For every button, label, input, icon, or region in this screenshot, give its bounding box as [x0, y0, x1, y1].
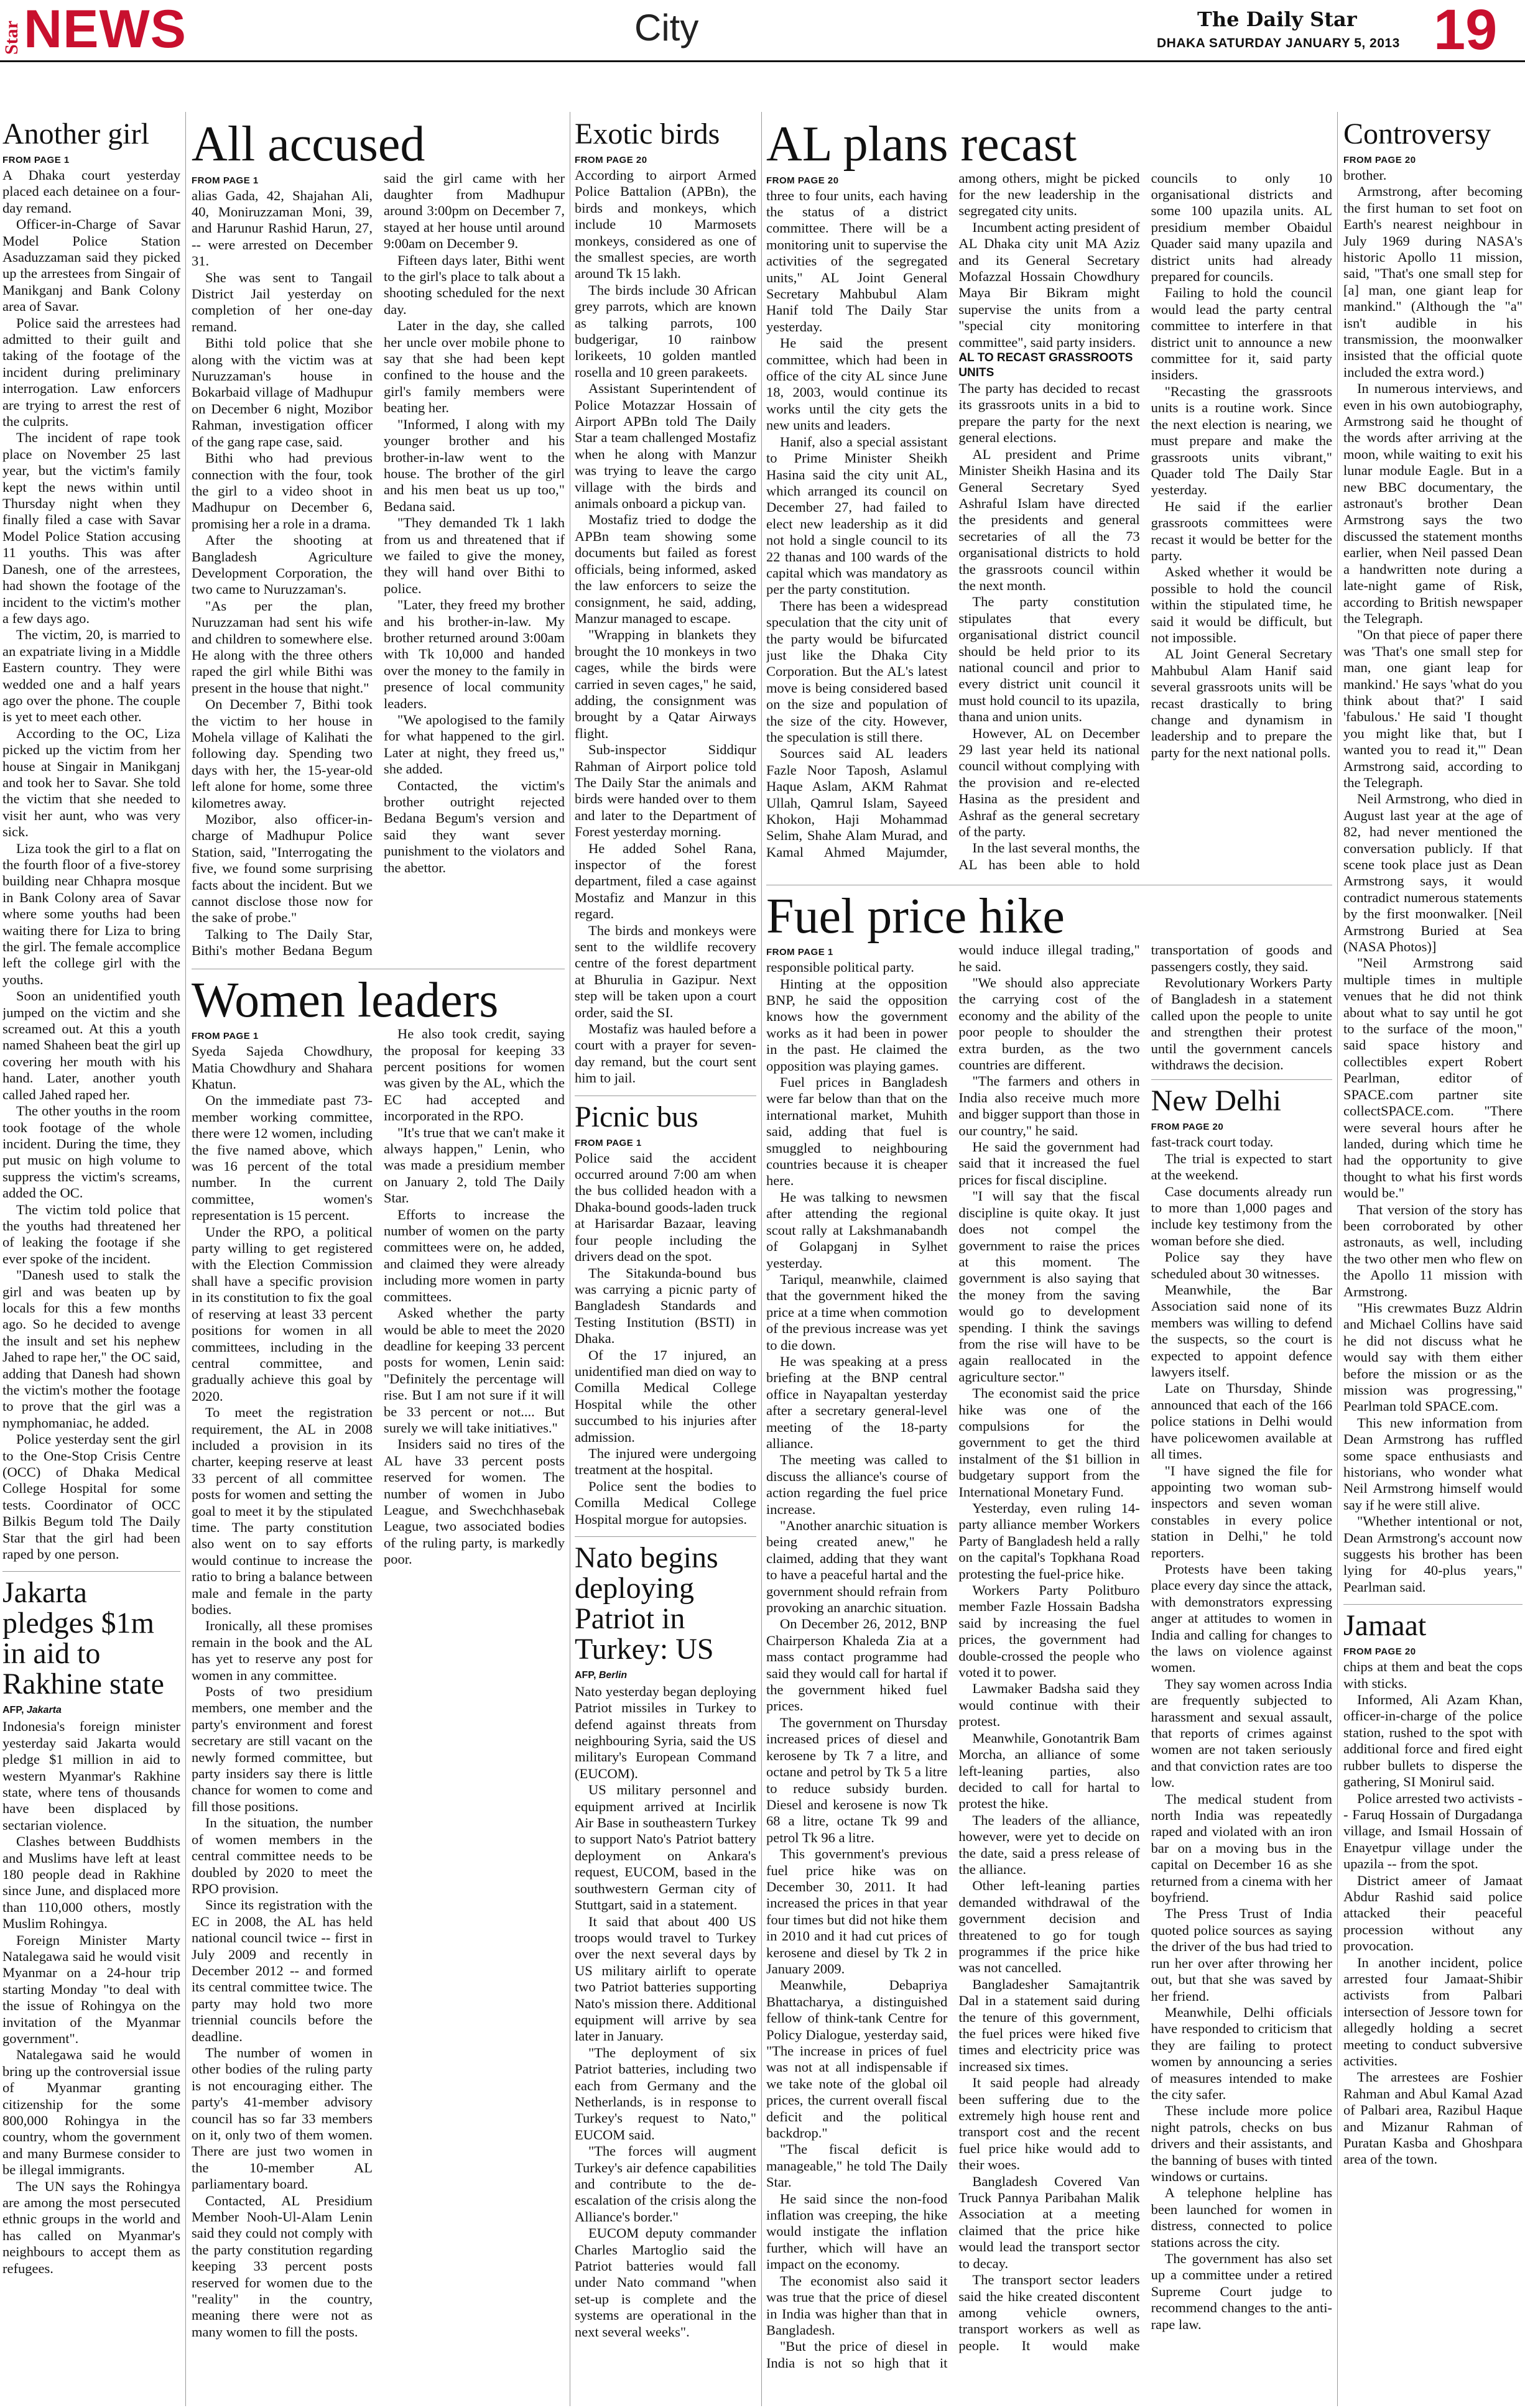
agency: AFP,	[2, 1705, 24, 1716]
headline: Fuel price hike	[766, 888, 1065, 944]
paragraph: "They demanded Tk 1 lakh from us and threatened that if we failed to give the money, they will hand over Bithi to police.	[384, 515, 565, 596]
paragraph: According to the OC, Liza picked up the victim from her house at Singair in Manikganj and took her to Savar. She told the victim that she needed to visit her aunt, who was very sick.	[2, 725, 180, 840]
paragraph: To meet the registration requirement, the AL in 2008 included a provision in its charter, keeping reserve at least 33 percent of all committee posts for women and setting the goal to meet it by the stipulated time. The party constitution also went on to say efforts would continue to increase the ratio to bring a balance between male and female in the party bodies.	[192, 1405, 373, 1617]
paragraph: Incumbent acting president of AL Dhaka city unit MA Aziz and its General Secretary Mofazzal Hossain Chowdhury Maya Bir Bikram might supervise the units from a "special city monitoring committee", said party insiders.	[958, 219, 1140, 350]
paragraph: He said the government had said that it increased the fuel prices for fiscal discipline.	[958, 1139, 1140, 1188]
paragraph: The leaders of the alliance, however, were yet to decide on the date, said a press release of the alliance.	[958, 1812, 1140, 1877]
story-another-girl	[2, 119, 180, 1562]
story-columns	[766, 942, 1332, 2378]
paragraph: He was speaking at a press briefing at the BNP central office in Nayapaltan yesterday after a secretary general-level meeting of the 18-party alliance.	[766, 1353, 948, 1451]
paragraph: Officer-in-Charge of Savar Model Police Station Asaduzzaman said they picked up the arrestees from Singair of Manikganj and Bank Colony area of Savar.	[2, 216, 180, 315]
paragraph: Mostafiz tried to dodge the APBn team showing some documents but failed as forest officials, being informed, asked the law enforcers to seize the consignment, he said, adding, Manzur managed to escape.	[575, 512, 756, 626]
column-rule	[761, 112, 762, 2406]
divider	[575, 1536, 756, 1537]
column-1	[2, 119, 180, 2402]
paragraph: However, AL on December 29 last year held its national council without complying with the provision and re-elected Hasina as the president and Ashraf as the general secretary of the party.	[958, 725, 1140, 840]
paragraph: Mozibor, also officer-in-charge of Madhupur Police Station, said, "Interrogating the five, we found some surprising facts about the incident. But we cannot disclose those now for the sake of probe."	[192, 811, 373, 926]
paragraph: Police arrested two activists -- Faruq Hossain of Durgadanga village, and Ismail Hossain of Enayetpur village under the upazila -- from the spot.	[1343, 1790, 1523, 1872]
paragraph: Hanif, also a special assistant to Prime Minister Sheikh Hasina said the city unit AL, which arranged its council on December 27, had failed to elect new leadership as it did not hold a single council to its 22 thanas and 100 wards of the capital which was mandatory as per the party constitution.	[766, 433, 948, 597]
paragraph: Sub-inspector Siddiqur Rahman of Airport police told The Daily Star the animals and birds were handed over to them and later to the Department of Forest yesterday morning.	[575, 742, 756, 840]
paragraph: Later in the day, she called her uncle over mobile phone to say that she had been kept confined to the house and the girl's family members were beating her.	[384, 318, 565, 416]
headline: Exotic birds	[575, 119, 720, 150]
paragraph: Police sent the bodies to Comilla Medical College Hospital morgue for autopsies.	[575, 1478, 756, 1527]
paragraph: The government on Thursday increased prices of diesel and kerosene by Tk 7 a litre, and octane and petrol by Tk 5 a litre to reduce subsidy burden. Diesel and kerosene is now Tk 68 a litre, octane Tk 99 and petrol Tk 96 a litre.	[766, 1714, 948, 1845]
paragraph: This new information from Dean Armstrong has ruffled some space enthusiasts and historians, who wonder what Neil Armstrong himself would say if he were still alive.	[1343, 1414, 1523, 1513]
paragraph: The UN says the Rohingya are among the most persecuted ethnic groups in the world and has called on Myanmar's neighbours to accept them as refugees.	[2, 2178, 180, 2276]
paragraph: The arrestees are Foshier Rahman and Abul Kamal Azad of Palbari area, Razibul Haque and Mizanur Rahman of Puratan Kasba and Ghoshpara area of the town.	[1343, 2069, 1523, 2167]
paragraph: Fuel prices in Bangladesh were far below than that on the international market, Muhith said, adding that fuel is smuggled to neighbouring countries because it is cheaper here.	[766, 1074, 948, 1189]
paragraph: responsible political party.	[766, 959, 914, 976]
paragraph: Posts of two presidium members, one member and the party's environment and forest secretary are still vacant on the newly formed committee, but party insiders say there is little chance for women to come and fill those positions.	[192, 1684, 373, 1814]
story-body	[2, 1718, 180, 2277]
paragraph: Bangladesh Covered Van Truck Pannya Paribahan Malik Association at a meeting claimed that the price hike would lead the transport sector to decay.	[958, 2173, 1140, 2271]
paragraph: Indonesia's foreign minister yesterday said Jakarta would pledge $1 million in aid to western Myanmar's Rakhine state, where tens of thousands have been displaced by sectarian violence.	[2, 1718, 180, 1833]
paragraph: Contacted, AL Presidium Member Nooh-Ul-Alam Lenin said they could not comply with the party constitution regarding keeping 33 percent posts reserved for women due to the "reality" in the country, meaning there were not as many women to fill the posts.	[192, 2192, 373, 2340]
paragraph: Meanwhile, Gonotantrik Bam Morcha, an alliance of some left-leaning parties, also decided to call for hartal to protest the hike.	[958, 1730, 1140, 1812]
paragraph: Bithi told police that she along with the victim was at Nuruzzaman's house in Bokarbaid village of Madhupur on December 6 night, Mozibor Rahman, investigation officer of the gang rape case, said.	[192, 335, 373, 450]
headline: Nato begins deploying Patriot in Turkey: US	[575, 1541, 718, 1666]
paragraph: "Recasting the grassroots units is a routine work. Since the next election is nearing, we must prepare and make the grassroots units vibrant," Quader told The Daily Star yesterday.	[1151, 383, 1332, 498]
story-body	[2, 167, 180, 1563]
dateline: DHAKA SATURDAY JANUARY 5, 2013	[1157, 36, 1400, 50]
paragraph: Assistant Superintendent of Police Motazzar Hossain of Airport APBn told The Daily Star a team challenged Mostafiz when he along with Manzur was trying to leave the cargo village with the birds and animals onboard a pickup van.	[575, 381, 756, 512]
paragraph: The other youths in the room took footage of the whole incident. During the time, they put music on high volume to suppress the victim's screams, added the OC.	[2, 1103, 180, 1201]
paragraph: "I will say that the fiscal discipline is quite okay. It just does not compel the government to raise the prices at this moment. The government is also saying that the money from the saving would go to development spending. I think the savings from the rise will have to be again reallocated in the agriculture sector."	[958, 1188, 1140, 1385]
paragraph: District ameer of Jamaat Abdur Rashid said police attacked their peaceful procession without any provocation.	[1343, 1872, 1523, 1954]
paragraph: "Whether intentional or not, Dean Armstrong's account now suggests his brother has been lying for 40-plus years," Pearlman said.	[1343, 1513, 1523, 1595]
story-body	[575, 1150, 756, 1528]
paragraph: Efforts to increase the number of women on the party committees were on, he added, and claimed they were already including more women in party committees.	[384, 1206, 565, 1304]
from-page-label: FROM PAGE 20	[575, 154, 647, 165]
from-page-label: FROM PAGE 20	[1343, 154, 1416, 165]
story-women-leaders	[192, 972, 565, 2363]
paragraph: The incident of rape took place on November 25 last year, but the victim's family kept the news within until Thursday night when they finally filed a case with Savar Model Police Station accusing 11 youths. This was after Danesh, one of the arrestees, had shown the footage of the incident to the victim's mother a few days ago.	[2, 430, 180, 626]
paragraph: "We should also appreciate the carrying cost of the economy and the ability of the poor people to shoulder the extra burden, as the two countries are different.	[958, 975, 1140, 1073]
story-body	[192, 170, 565, 960]
paragraph: Talking to The Daily Star, Bithi's mother Bedana Begum said the girl came with her daughter from Madhupur around 3:00pm on December 7, stayed at her house until around 9:00am on December 9.	[192, 170, 565, 959]
story-fuel-price	[766, 888, 1332, 2379]
paragraph: AL president and Prime Minister Sheikh Hasina and its General Secretary Syed Ashraful Islam have directed the presidents and general secretaries of all the 73 organisational districts to hold the grassroots council within the next month.	[958, 446, 1140, 593]
paragraph: The government has also set up a committee under a retired Supreme Court judge to recommend changes to the anti-rape law.	[1151, 2251, 1332, 2332]
paragraph: Asked whether it would be possible to hold the council within the stipulated time, he said it would be difficult, but not impossible.	[1151, 564, 1332, 645]
paragraph: The victim told police that the youths had threatened her of leaking the footage if she ever spoke of the incident.	[2, 1201, 180, 1266]
paragraph: The Sitakunda-bound bus was carrying a picnic party of Bangladesh Standards and Testing Institution (BSTI) in Dhaka.	[575, 1265, 756, 1347]
paragraph: "On that piece of paper there was 'That's one small step for man, one giant leap for mankind.' He says 'what do you think about that?' I said 'fabulous.' He said 'I thought you might like that, but I wanted you to read it,'" Dean Armstrong said, according to the Telegraph.	[1343, 627, 1523, 790]
paragraph: Police said the accident occurred around 7:00 am when the bus collided headon with a Dhaka-bound goods-laden truck at Harisardar Bazaar, leaving four people including the drivers dead on the spot.	[575, 1150, 756, 1265]
paragraph: Other left-leaning parties demanded withdrawal of the government decision and threatened to go for tough programmes if the price hike was not cancelled.	[958, 1878, 1140, 1976]
from-page-label: FROM PAGE 1	[766, 947, 833, 958]
from-page-label: FROM PAGE 20	[1343, 1646, 1416, 1658]
paragraph: Police said the arrestees had admitted to their guilt and taking of the footage of the incident during preliminary interrogation. Law enforcers are trying to arrest the rest of the culprits.	[2, 315, 180, 430]
paragraph: Yesterday, even ruling 14-party alliance member Workers Party of Bangladesh held a rally on the capital's Topkhana Road protesting the fuel-price hike.	[958, 1500, 1140, 1582]
columns-5-7	[766, 119, 1332, 2402]
logo-news-text: NEWS	[24, 0, 187, 59]
paragraph: The economist also said it was true that the price of diesel in India was higher than that in Bangladesh.	[766, 2272, 948, 2338]
paragraph: Failing to hold the council would lead the party central committee to interfere in that district unit to announce a new committee for it, said party insiders.	[1151, 285, 1332, 383]
paragraph: Hinting at the opposition BNP, he said the opposition knows how the government works as it had been in power in the past. He claimed the opposition was playing games.	[766, 976, 948, 1074]
paragraph: A Dhaka court yesterday placed each detainee on a four-day remand.	[2, 167, 180, 216]
paragraph: Syeda Sajeda Chowdhury, Matia Chowdhury and Shahara Khatun.	[192, 1043, 373, 1092]
headline: Jamaat	[1343, 1609, 1427, 1643]
paragraph: "Wrapping in blankets they brought the 10 monkeys in two cages, while the birds were carried in seven cages," he said, adding, the consignment was brought by a Qatar Airways flight.	[575, 627, 756, 741]
paragraph: The number of women in other bodies of the ruling party is not encouraging either. The party's 41-member advisory council has so far 33 members on it, only two of them women. There are just two women in the 10-member AL parliamentary board.	[192, 2044, 373, 2192]
story-body	[192, 1026, 565, 2363]
paragraph: These include more police night patrols, checks on bus drivers and their assistants, and the banning of buses with tinted windows or curtains.	[1151, 2103, 1332, 2184]
headline: Picnic bus	[575, 1100, 698, 1133]
paragraph: On December 7, Bithi took the victim to her house in Mohela village of Kalihati the following day. Spending two days with her, the 15-year-old left alone for home, some three kilometres away.	[192, 696, 373, 811]
paragraph: Sources said AL leaders Fazle Noor Taposh, Aslamul Haque Aslam, AKM Rahmat Ullah, Qamrul Islam, Sayeed Khokon, Haji Mohammad Selim, Shahe Alam Murad, and Kamal Ahmed Majumder, among others, might be picked for the new leadership in the segregated city units.	[766, 170, 1140, 860]
paragraph: EUCOM deputy commander Charles Martoglio said the Patriot batteries would fall under Nato command "when set-up is complete and the systems are operational in the next several weeks".	[575, 2225, 756, 2340]
paragraph: three to four units, each having the status of a district committee. There will be a monitoring unit to supervise the activities of the segregated units," AL Joint General Secretary Mahbubul Alam Hanif told The Daily Star yesterday.	[766, 187, 948, 334]
story-body	[1151, 1134, 1332, 2333]
headline: New Delhi	[1151, 1084, 1281, 1118]
story-all-accused	[192, 119, 565, 960]
headline: Another girl	[2, 119, 149, 150]
story-jakarta	[2, 1578, 180, 2277]
paragraph: Natalegawa said he would bring up the controversial issue of Myanmar granting citizenship for the some 800,000 Rohingya in the country, whom the government and many Burmese consider to be illegal immigrants.	[2, 2047, 180, 2178]
paragraph: In numerous interviews, and even in his own autobiography, Armstrong said he thought of the words after arriving at the moon, while waiting to exit his lunar module Eagle. But in a new BBC documentary, the astronaut's brother Dean Armstrong says the two discussed the statement months earlier, when Neil passed Dean a handwritten note during a late-night game of Risk, according to British newspaper the Telegraph.	[1343, 381, 1523, 626]
paragraph: Bangladesher Samajtantrik Dal in a statement said during the tenure of this government, the fuel prices were hiked five times and electricity price was increased six times.	[958, 1976, 1140, 2074]
story-columns	[192, 1026, 565, 2363]
place: Berlin	[598, 1669, 628, 1681]
paragraph: On December 26, 2012, BNP Chairperson Khaleda Zia at a mass contact programme had said they would call for hartal if the government hiked fuel prices.	[766, 1616, 948, 1714]
from-page-label: FROM PAGE 1	[192, 1031, 259, 1042]
paragraph: brother.	[1343, 167, 1387, 183]
paragraph: Bithi who had previous connection with the four, took the girl to a video shoot in Madhupur on December 6, promising her a role in a drama.	[192, 450, 373, 532]
paragraph: "Later, they freed my brother and his brother-in-law. My brother returned around 3:00am with Tk 10,000 and handed over the money to the family in presence of local community leaders.	[384, 597, 565, 711]
paragraph: The trial is expected to start at the weekend.	[1151, 1150, 1332, 1183]
from-page-label: FROM PAGE 20	[1151, 1122, 1224, 1133]
paragraph: "Informed, I along with my younger brother and his brother-in-law went to the house. The brother of the girl and his men beat us up too," Bedana said.	[384, 416, 565, 514]
story-jamaat	[1343, 1611, 1523, 2168]
logo-star-text: Star	[1, 21, 22, 55]
column-rule	[185, 112, 186, 2406]
paragraph: "The deployment of six Patriot batteries, including two each from Germany and the Netherlands, is in response to Turkey's request to Nato," EUCOM said.	[575, 2044, 756, 2143]
paragraph: "The forces will augment Turkey's air defence capabilities and contribute to the de-escalation of the crisis along the Alliance's border."	[575, 2143, 756, 2225]
columns-2-3	[192, 119, 565, 2402]
from-page-label: FROM PAGE 1	[2, 154, 70, 165]
column-8	[1343, 119, 1523, 2402]
paragraph: There has been a widespread speculation that the city unit of the party would be bifurcated just like the Dhaka City Corporation. But the AL's latest move is being considered based on the size and population of the size of the city. However, the speculation is still there.	[766, 597, 948, 745]
paragraph: Meanwhile, the Bar Association said none of its members was willing to defend the suspects, so the court is expected to appoint defence lawyers itself.	[1151, 1282, 1332, 1380]
paragraph: This government's previous fuel price hike was on December 30, 2011. It had increased the prices in that year four times but did not hike them in 2010 and it had cut prices of kerosene and diesel by Tk 2 in January 2009.	[766, 1846, 948, 1977]
newspaper-masthead: The Daily Star	[1197, 7, 1357, 31]
paragraph: Soon an unidentified youth jumped on the victim and she screamed out. At this a youth named Shaheen beat the girl up covering her mouth with his hand. Later, another youth called Jahed raped her.	[2, 988, 180, 1102]
paragraph: "The farmers and others in India also receive much more and bigger support than those in our country," he said.	[958, 1073, 1140, 1138]
story-body	[575, 1684, 756, 2340]
paragraph: Mostafiz was hauled before a court with a prayer for seven-day remand, but the court sent him to jail.	[575, 1021, 756, 1086]
paragraph: After the shooting at Bangladesh Agriculture Development Corporation, the two came to Nuruzzaman's.	[192, 532, 373, 597]
news-section-logo	[1, 0, 187, 59]
paragraph: Asked whether the party would be able to meet the 2020 deadline for keeping 33 percent posts for women, Lenin said: "Definitely the percentage will rise. But I am not sure if it will be 33 percent or not.... But surely we will take initiatives."	[384, 1305, 565, 1436]
paragraph: fast-track court today.	[1151, 1134, 1274, 1150]
story-picnic-bus	[575, 1102, 756, 1528]
paragraph: "We apologised to the family for what happened to the girl. Later at night, they freed us," she added.	[384, 712, 565, 777]
paragraph: On the immediate past 73-member working committee, there were 12 women, including the five named above, which was 16 percent of the total number. In the current committee, women's representation is 15 percent.	[192, 1092, 373, 1224]
page-number: 19	[1434, 0, 1498, 62]
paragraph: Ironically, all these promises remain in the book and the AL has yet to reserve any post for women in any committee.	[192, 1618, 373, 1683]
paragraph: Contacted, the victim's brother outright rejected Bedana Begum's version and said they want sever punishment to the violators and the abettor.	[384, 777, 565, 875]
from-page-label: FROM PAGE 1	[192, 175, 259, 186]
paragraph: Clashes between Buddhists and Muslims have left at least 180 people dead in Rakhine since June, and displaced more than 110,000 others, mostly Muslim Rohingya.	[2, 1834, 180, 1932]
story-al-recast	[766, 119, 1332, 876]
story-columns	[192, 170, 565, 960]
paragraph: In another incident, police arrested four Jamaat-Shibir activists from Palbari intersection of Jessore town for allegedly holding a secret meeting to conduct subversive activities.	[1343, 1954, 1523, 2069]
paragraph: Since its registration with the EC in 2008, the AL has held national council twice -- first in July 2009 and recently in December 2012 -- and formed its central committee twice. The party may hold two more triennial councils before the deadline.	[192, 1897, 373, 2044]
paragraph: Liza took the girl to a flat on the fourth floor of a five-storey building near Chhapra mosque in Bank Colony area of Savar where some youths had been waiting there for Liza to bring the girl. The female accomplice left the college girl with the youths.	[2, 840, 180, 987]
paragraph: Under the RPO, a political party willing to get registered with the Election Commission shall have a specific provision in its constitution to fix the goal of reserving at least 33 percent positions for women in all committees, including in the central committee, and gradually achieve this goal by 2020.	[192, 1224, 373, 1404]
from-page-label: FROM PAGE 1	[575, 1137, 642, 1148]
paragraph: The party has decided to recast its grassroots units in a bid to prepare the party for the next general elections.	[958, 381, 1140, 446]
paragraph: "As per the plan, Nuruzzaman had sent his wife and children to somewhere else. He along with the three others raped the girl while Bithi was present in the house that night."	[192, 597, 373, 696]
section-title: City	[634, 7, 699, 48]
paragraph: In the situation, the number of women members in the central committee needs to be doubled by 2020 to meet the RPO provision.	[192, 1815, 373, 1896]
story-body	[1343, 1659, 1523, 2168]
place: Jakarta	[26, 1705, 62, 1716]
paragraph: Tariqul, meanwhile, claimed that the government hiked the price at a time when commotion of the previous increase was yet to die down.	[766, 1271, 948, 1353]
page-header	[0, 0, 1525, 62]
paragraph: Workers Party Politburo member Fazle Hossain Badsha said by increasing the fuel prices, the government had double-crossed the people who voted it to power.	[958, 1582, 1140, 1681]
paragraph: The birds include 30 African grey parrots, which are known as talking parrots, 100 budgerigar, 10 rainbow lorikeets, 10 golden mantled rosella and 10 green parakeets.	[575, 282, 756, 380]
story-columns	[766, 170, 1332, 876]
paragraph: He said since the non-food inflation was creeping, the hike would instigate the inflation further, which will have an impact on the economy.	[766, 2190, 948, 2272]
paragraph: Revolutionary Workers Party of Bangladesh in a statement called upon the people to unite and strengthen their protest until the government cancels withdraws the decision.	[1151, 975, 1332, 1073]
paragraph: It said that about 400 US troops would travel to Turkey over the next several days by US military airlift to operate two Patriot batteries supporting Nato's mission there. Additional equipment will arrive by sea later in January.	[575, 1913, 756, 2044]
paragraph: Nato yesterday began deploying Patriot missiles in Turkey to defend against threats from neighbouring Syria, said the US military's European Command (EUCOM).	[575, 1683, 756, 1781]
paragraph: US military personnel and equipment arrived at Incirlik Air Base in southeastern Turkey to support Nato's Patriot battery deployment on Ankara's request, EUCOM, based in the southwestern German city of Stuttgart, said in a statement.	[575, 1782, 756, 1913]
column-rule	[1337, 112, 1338, 2406]
paragraph: The Press Trust of India quoted police sources as saying the driver of the bus had tried to run her over after throwing her out, but that she was saved by her friend.	[1151, 1906, 1332, 2004]
paragraph: A telephone helpline has been launched for women in distress, connected to police stations across the city.	[1151, 2185, 1332, 2250]
paragraph: He said if the earlier grassroots committees were recast it would be better for the party.	[1151, 498, 1332, 563]
paragraph: Meanwhile, Debapriya Bhattacharya, a distinguished fellow of think-tank Centre for Policy Dialogue, yesterday said, "The increase in prices of fuel was not at all indispensable if we take note of the global oil prices, the current overall fiscal deficit and the political backdrop."	[766, 1977, 948, 2141]
paragraph: "Another anarchic situation is being created anew," he claimed, adding that they want to have a peaceful hartal and the government should refrain from provoking an anarchic situation.	[766, 1518, 948, 1616]
column-4	[575, 119, 756, 2402]
story-exotic-birds	[575, 119, 756, 1087]
paragraph: "It's true that we can't make it always happen," Lenin, who was made a presidium member on January 2, told The Daily Star.	[384, 1124, 565, 1206]
paragraph: The economist said the price hike was one of the compulsions for the government to get the third instalment of the $1 billion in budgetary support from the International Monetary Fund.	[958, 1385, 1140, 1500]
story-controversy	[1343, 119, 1523, 1595]
paragraph: She was sent to Tangail District Jail yesterday on completion of her one-day remand.	[192, 269, 373, 334]
paragraph: Lawmaker Badsha said they would continue with their protest.	[958, 1681, 1140, 1730]
headline: AL plans recast	[766, 119, 1077, 172]
paragraph: Meanwhile, Delhi officials have responded to criticism that they are failing to protect women by announcing a series of measures intended to make the city safer.	[1151, 2004, 1332, 2102]
paragraph: Fifteen days later, Bithi went to the girl's place to talk about a shooting scheduled for the next day.	[384, 252, 565, 317]
paragraph: Foreign Minister Marty Natalegawa said he would visit Myanmar on a 24-hour trip starting Monday "to deal with the issue of Rohingya on the invitation of the Myanmar government".	[2, 1932, 180, 2047]
paragraph: "Danesh used to stalk the girl and was beaten up by locals for this a few months ago. So he decided to avenge the insult and set his nephew Jahed to rape her," the OC said, adding that Danesh had shown the victim's mother the footage to prove that the girl was a nymphomaniac, he added.	[2, 1267, 180, 1431]
paragraph: He also took credit, saying the proposal for keeping 33 percent positions for women was given by the AL, which the EC had accepted and incorporated in the RPO.	[384, 1026, 565, 1124]
paragraph: Police say they have scheduled about 30 witnesses.	[1151, 1249, 1332, 1281]
paragraph: According to airport Armed Police Battalion (APBn), the birds and monkeys, which include 10 Marmosets monkeys, considered as one of the smallest species, are worth around Tk 15 lakh.	[575, 167, 756, 282]
headline: Women leaders	[192, 972, 499, 1028]
paragraph: The injured were undergoing treatment at the hospital.	[575, 1445, 756, 1478]
divider	[2, 1571, 180, 1572]
paragraph: "But the price of diesel in India is not so high that it would induce illegal trading," he said.	[766, 942, 1140, 2371]
paragraph: "Neil Armstrong said multiple times in multiple venues that he did not think about what to say until he got to the surface of the moon," said space history and collectibles expert Robert Pearlman, editor of SPACE.com partner site collectSPACE.com. "There were several hours after he landed, during which time he had the opportunity to give thought to what his first words would be."	[1343, 955, 1523, 1201]
paragraph: The birds and monkeys were sent to the wildlife recovery centre of the forest department at Bhurulia in Gazipur. Next step will be taken upon a court order, said the SI.	[575, 922, 756, 1020]
story-nato	[575, 1543, 756, 2340]
paragraph: Informed, Ali Azam Khan, officer-in-charge of the police station, rushed to the spot with additional force and fired eight rubber bullets to disperse the gathering, SI Monirul said.	[1343, 1692, 1523, 1790]
paragraph: Protests have been taking place every day since the attack, with demonstrators expressing anger at attitudes to women in India and calling for changes to the laws on violence against women.	[1151, 1561, 1332, 1676]
paragraph: "I have signed the file for appointing two woman sub-inspectors and seven woman constables in every police station in Delhi," he told reporters.	[1151, 1462, 1332, 1561]
paragraph: That version of the story has been corroborated by other astronauts, as well, including the two other men who flew on the Apollo 11 mission with Armstrong.	[1343, 1201, 1523, 1299]
paragraph: Case documents already run to more than 1,000 pages and include key testimony from the woman before she died.	[1151, 1183, 1332, 1248]
paragraph: "The fiscal deficit is manageable," he told The Daily Star.	[766, 2141, 948, 2190]
divider	[1151, 1079, 1332, 1080]
paragraph: He said the present committee, which had been in office of the city AL since June 18, 2003, would continue its works until the city gets the new units and leaders.	[766, 335, 948, 433]
paragraph: He added Sohel Rana, inspector of the forest department, filed a case against Mostafiz and Manzur in this regard.	[575, 840, 756, 922]
paragraph: They say women across India are frequently subjected to harassment and sexual assault, that reports of crimes against women are not taken seriously and that conviction rates are too low.	[1151, 1676, 1332, 1791]
paragraph: "His crewmates Buzz Aldrin and Michael Collins have said he did not discuss what he would say with them either before the mission or as the mission was progressing," Pearlman told SPACE.com.	[1343, 1299, 1523, 1414]
paragraph: The meeting was called to discuss the alliance's course of action regarding the fuel price increase.	[766, 1452, 948, 1517]
paragraph: Insiders said no tires of the AL have 33 percent posts reserved for women. The number of women in Jubo League, and Swechchhasebak League, two associated bodies of the ruling party, is markedly poor.	[384, 1436, 565, 1567]
paragraph: The party constitution stipulates that every organisational district council should be held prior to its national council and prior to every district unit council it must hold council to its upazila, thana and union units.	[958, 594, 1140, 725]
paragraph: Of the 17 injured, an unidentified man died on way to Comilla Medical College Hospital while the other succumbed to his injuries after admission.	[575, 1347, 756, 1445]
paragraph: Late on Thursday, Shinde announced that each of the 166 police stations in Delhi would have policewomen available at all times.	[1151, 1380, 1332, 1462]
paragraph: The victim, 20, is married to an expatriate living in a Middle Eastern country. They were wedded one and a half years ago over the phone. The couple is yet to meet each other.	[2, 627, 180, 725]
story-new-delhi	[1151, 1086, 1332, 2333]
divider	[1343, 1604, 1523, 1605]
headline: Jakarta pledges $1m in aid to Rakhine state	[2, 1576, 164, 1701]
story-body	[1343, 167, 1523, 1595]
paragraph: Neil Armstrong, who died in August last year at the age of 82, had never mentioned the conversation publicly. If that scene took place just as Dean Armstrong says, it would contradict numerous statements by the first moonwalker. [Neil Armstrong Buried at Sea (NASA Photos)]	[1343, 791, 1523, 955]
paragraph: The medical student from north India was repeatedly raped and violated with an iron bar on a moving bus in the capital on December 16 as she returned from a cinema with her boyfriend.	[1151, 1791, 1332, 1906]
byline	[2, 1705, 180, 1716]
from-page-label: FROM PAGE 20	[766, 175, 839, 186]
paragraph: Police yesterday sent the girl to the One-Stop Crisis Centre (OCC) of Dhaka Medical College Hospital for some tests. Coordinator of OCC Bilkis Begum told The Daily Star that the girl had been raped by one person.	[2, 1431, 180, 1562]
headline: Controversy	[1343, 119, 1491, 150]
paragraph: He was talking to newsmen after attending the regional scout rally at Lakshmanabandh of Golapganj in Sylhet yesterday.	[766, 1189, 948, 1271]
headline: All accused	[192, 119, 425, 172]
byline	[575, 1670, 756, 1681]
subhead: AL TO RECAST GRASSROOTS UNITS	[958, 351, 1133, 380]
paragraph: Armstrong, after becoming the first human to set foot on Earth's nearest neighbour in July 1969 during NASA's historic Apollo 11 mission, said, "That's one small step for [a] man, one giant leap for mankind." (Although the "a" isn't audible in his transmission, the moonwalker insisted that the official quote included the extra word.)	[1343, 183, 1523, 380]
paragraph: In the last several months, the AL has been able to hold councils to only 10 organisational districts and some 100 upazila units. AL presidium member Obaidul Quader said many upazila and district units had already prepared for councils.	[958, 170, 1332, 872]
paragraph: chips at them and beat the cops with sticks.	[1343, 1659, 1523, 1691]
paragraph: It said people had already been suffering due to the extremely high house rent and transport cost and the recent fuel price hike would add to their woes.	[958, 2075, 1140, 2173]
paragraph: alias Gada, 42, Shajahan Ali, 40, Moniruzzaman Moni, 39, and Harunur Rashid Harun, 27, -- were arrested on December 31.	[192, 187, 373, 269]
agency: AFP,	[575, 1669, 596, 1681]
paragraph: AL Joint General Secretary Mahbubul Alam Hanif said several grassroots units will be recast drastically to bring change and dynamism in leadership and to prepare the party for the next national polls.	[1151, 646, 1332, 760]
story-body	[575, 167, 756, 1087]
paragraph: The transport sector leaders said the hike created discontent among vehicle owners, transport workers as well as people. It would make transportation of goods and passengers costly, they said.	[958, 942, 1332, 2353]
